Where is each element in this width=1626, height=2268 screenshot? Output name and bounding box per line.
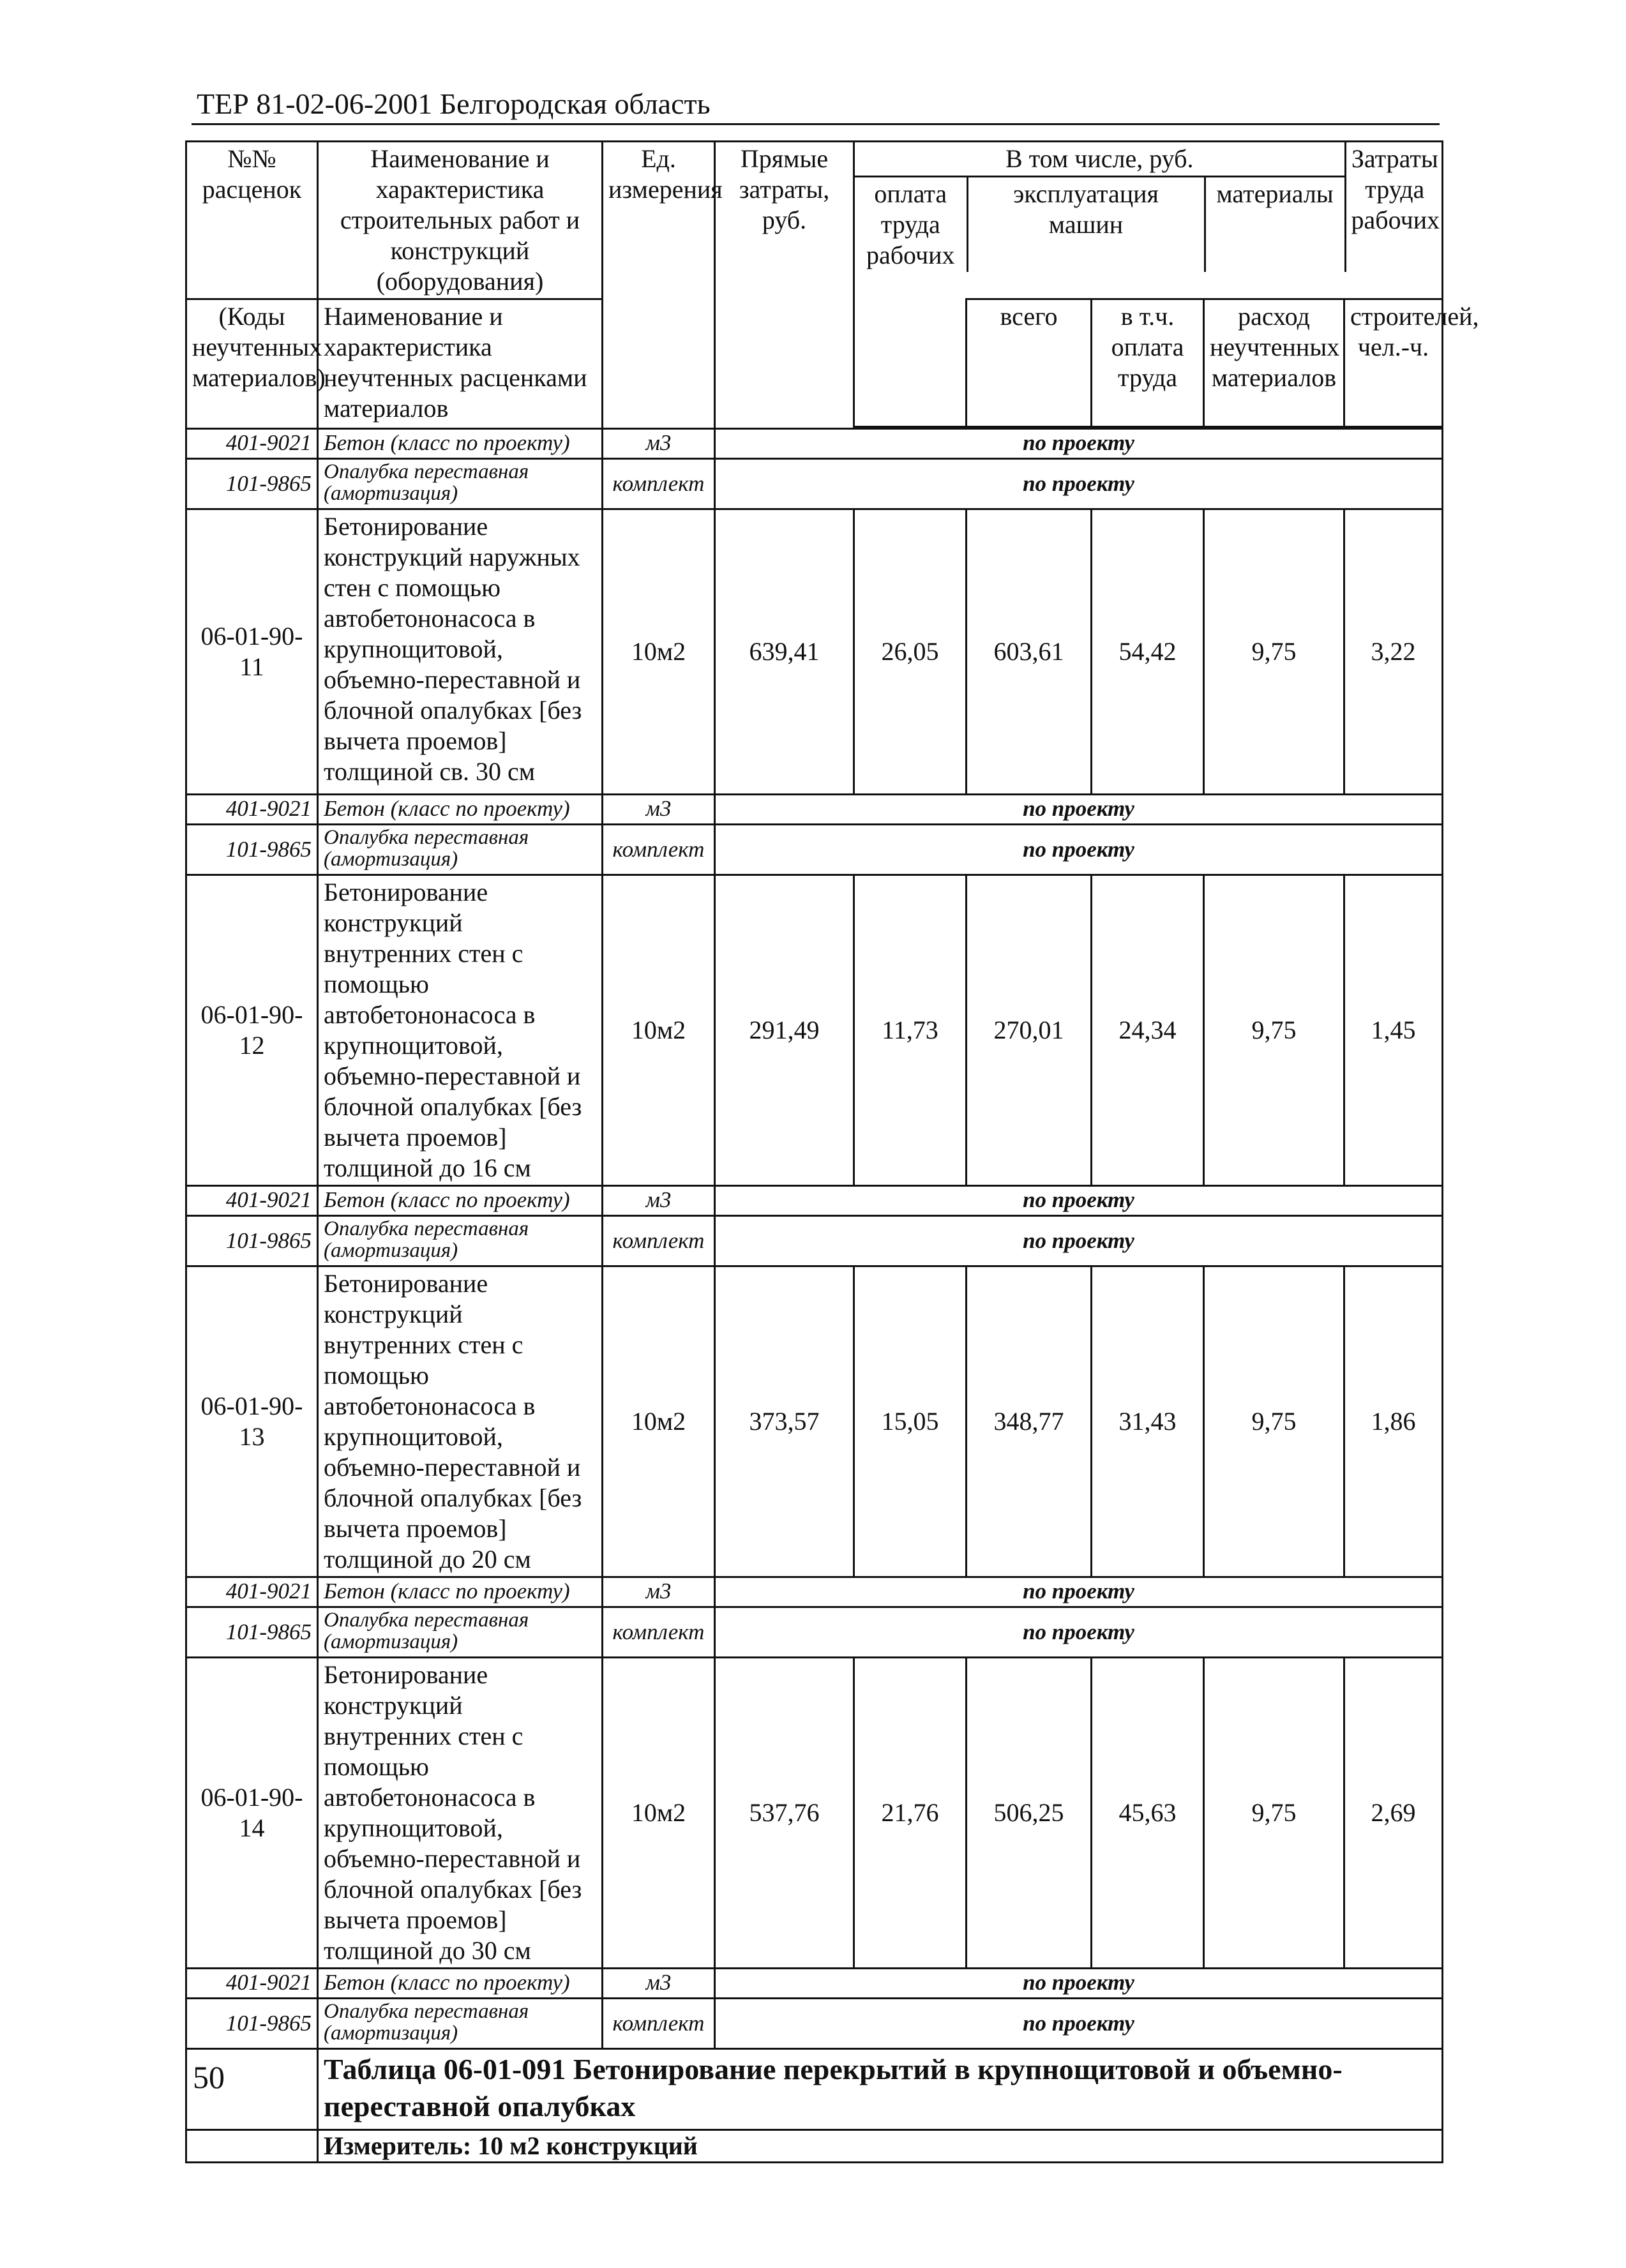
next-table-title-row <box>186 2049 1443 2130</box>
material-code: 401-9021 <box>186 429 318 459</box>
material-code: 401-9021 <box>186 1186 318 1216</box>
rate-direct: 537,76 <box>715 1658 854 1969</box>
rate-labor: 3,22 <box>1344 509 1443 795</box>
material-value: по проекту <box>715 1216 1443 1266</box>
header-direct: Прямые затраты, руб. <box>715 142 854 429</box>
header-code-sub: (Коды неучтенных материалов) <box>186 299 318 429</box>
material-value: по проекту <box>715 429 1443 459</box>
material-value: по проекту <box>715 1607 1443 1658</box>
rate-materials: 9,75 <box>1204 1266 1344 1577</box>
rate-direct: 373,57 <box>715 1266 854 1577</box>
rate-materials: 9,75 <box>1204 1658 1344 1969</box>
next-table-measure-row <box>186 2130 1443 2163</box>
rate-labor: 1,86 <box>1344 1266 1443 1577</box>
rate-unit: 10м2 <box>603 1266 715 1577</box>
header-machines-wages: в т.ч. оплата труда <box>1092 299 1204 427</box>
material-name: Опалубка переставная (амортизация) <box>318 1607 603 1658</box>
rate-code: 06-01-90-12 <box>186 875 318 1186</box>
material-value: по проекту <box>715 1577 1443 1607</box>
material-value: по проекту <box>715 1969 1443 1999</box>
rate-direct: 639,41 <box>715 509 854 795</box>
material-value: по проекту <box>715 1186 1443 1216</box>
rates-table <box>185 140 1479 2163</box>
rate-machine-wages: 45,63 <box>1092 1658 1204 1969</box>
rate-machine-wages: 24,34 <box>1092 875 1204 1186</box>
rate-code: 06-01-90-13 <box>186 1266 318 1577</box>
next-table-title: Таблица 06-01-091 Бетонирование перекрытий в крупнощитовой и объемно-переставной опалубках <box>318 2049 1443 2130</box>
material-code: 101-9865 <box>186 1216 318 1266</box>
header-wages-cont <box>854 299 967 427</box>
header-name-sub: Наименование и характеристика неучтенных расценками материалов <box>318 299 603 429</box>
rate-materials: 9,75 <box>1204 875 1344 1186</box>
rate-row <box>186 875 1443 1186</box>
rate-wages: 21,76 <box>854 1658 967 1969</box>
material-unit: комплект <box>603 1216 715 1266</box>
material-row <box>186 1607 1443 1658</box>
rate-unit: 10м2 <box>603 509 715 795</box>
material-name: Опалубка переставная (амортизация) <box>318 459 603 509</box>
header-row-1 <box>186 142 1443 299</box>
header-unit: Ед. измерения <box>603 142 715 429</box>
rate-labor: 1,45 <box>1344 875 1443 1186</box>
next-table-measure: Измеритель: 10 м2 конструкций <box>318 2130 1443 2163</box>
material-name: Бетон (класс по проекту) <box>318 1969 603 1999</box>
page-header: ТЕР 81-02-06-2001 Белгородская область <box>197 87 711 120</box>
material-value: по проекту <box>715 795 1443 825</box>
rate-row <box>186 1266 1443 1577</box>
rate-wages: 15,05 <box>854 1266 967 1577</box>
material-name: Бетон (класс по проекту) <box>318 1186 603 1216</box>
header-machines: эксплуатация машин <box>967 177 1205 273</box>
blank-cell <box>186 2130 318 2163</box>
rate-machines: 348,77 <box>967 1266 1092 1577</box>
rate-wages: 11,73 <box>854 875 967 1186</box>
header-wages: оплата труда рабочих <box>855 177 967 273</box>
rate-machines: 270,01 <box>967 875 1092 1186</box>
material-row <box>186 825 1443 875</box>
material-code: 101-9865 <box>186 1607 318 1658</box>
material-code: 101-9865 <box>186 1999 318 2049</box>
rate-name: Бетонирование конструкций внутренних стен с помощью автобетононасоса в крупнощитовой, объемно-переставной и блочной опалубках [без вычета проемов] толщиной до 30 см <box>318 1658 603 1969</box>
material-name: Опалубка переставная (амортизация) <box>318 1999 603 2049</box>
rate-code: 06-01-90-11 <box>186 509 318 795</box>
rate-machines: 506,25 <box>967 1658 1092 1969</box>
material-unit: м3 <box>603 1186 715 1216</box>
material-code: 101-9865 <box>186 459 318 509</box>
header-machines-total: всего <box>967 299 1092 427</box>
material-value: по проекту <box>715 825 1443 875</box>
header-labor-sub: строителей, чел.-ч. <box>1344 299 1443 427</box>
page-number: 50 <box>193 2059 225 2095</box>
header-materials: материалы <box>1205 177 1345 273</box>
material-value: по проекту <box>715 459 1443 509</box>
material-unit: комплект <box>603 459 715 509</box>
rate-name: Бетонирование конструкций наружных стен с помощью автобетононасоса в крупнощитовой, объемно-переставной и блочной опалубках [без вычета проемов] толщиной св. 30 см <box>318 509 603 795</box>
header-rule <box>192 123 1440 125</box>
rate-code: 06-01-90-14 <box>186 1658 318 1969</box>
material-code: 401-9021 <box>186 1969 318 1999</box>
rate-unit: 10м2 <box>603 875 715 1186</box>
rate-row <box>186 1658 1443 1969</box>
material-unit: м3 <box>603 795 715 825</box>
material-unit: м3 <box>603 1577 715 1607</box>
rate-labor: 2,69 <box>1344 1658 1443 1969</box>
rate-row <box>186 509 1443 795</box>
material-unit: м3 <box>603 1969 715 1999</box>
rate-name: Бетонирование конструкций внутренних стен с помощью автобетононасоса в крупнощитовой, объемно-переставной и блочной опалубках [без вычета проемов] толщиной до 16 см <box>318 875 603 1186</box>
rate-machine-wages: 31,43 <box>1092 1266 1204 1577</box>
material-unit: комплект <box>603 825 715 875</box>
material-name: Бетон (класс по проекту) <box>318 429 603 459</box>
rate-machines: 603,61 <box>967 509 1092 795</box>
header-name: Наименование и характеристика строительных работ и конструкций (оборудования) <box>318 142 603 299</box>
header-including: В том числе, руб. <box>855 142 1345 177</box>
header-group-cell <box>854 142 1443 299</box>
rate-machine-wages: 54,42 <box>1092 509 1204 795</box>
material-name: Бетон (класс по проекту) <box>318 795 603 825</box>
rate-materials: 9,75 <box>1204 509 1344 795</box>
material-value: по проекту <box>715 1999 1443 2049</box>
material-unit: м3 <box>603 429 715 459</box>
material-unit: комплект <box>603 1999 715 2049</box>
material-code: 401-9021 <box>186 1577 318 1607</box>
material-code: 101-9865 <box>186 825 318 875</box>
material-row <box>186 1186 1443 1216</box>
material-name: Опалубка переставная (амортизация) <box>318 825 603 875</box>
material-row <box>186 429 1443 459</box>
rate-wages: 26,05 <box>854 509 967 795</box>
header-labor: Затраты труда рабочих <box>1351 144 1440 234</box>
rate-unit: 10м2 <box>603 1658 715 1969</box>
material-row <box>186 1216 1443 1266</box>
material-row <box>186 459 1443 509</box>
material-row <box>186 1999 1443 2049</box>
rate-name: Бетонирование конструкций внутренних стен с помощью автобетононасоса в крупнощитовой, объемно-переставной и блочной опалубках [без вычета проемов] толщиной до 20 см <box>318 1266 603 1577</box>
material-name: Опалубка переставная (амортизация) <box>318 1216 603 1266</box>
rate-direct: 291,49 <box>715 875 854 1186</box>
material-row <box>186 1577 1443 1607</box>
material-row <box>186 795 1443 825</box>
header-materials-sub: расход неучтенных материалов <box>1204 299 1344 427</box>
material-code: 401-9021 <box>186 795 318 825</box>
header-code: №№ расценок <box>186 142 318 299</box>
material-unit: комплект <box>603 1607 715 1658</box>
material-row <box>186 1969 1443 1999</box>
material-name: Бетон (класс по проекту) <box>318 1577 603 1607</box>
